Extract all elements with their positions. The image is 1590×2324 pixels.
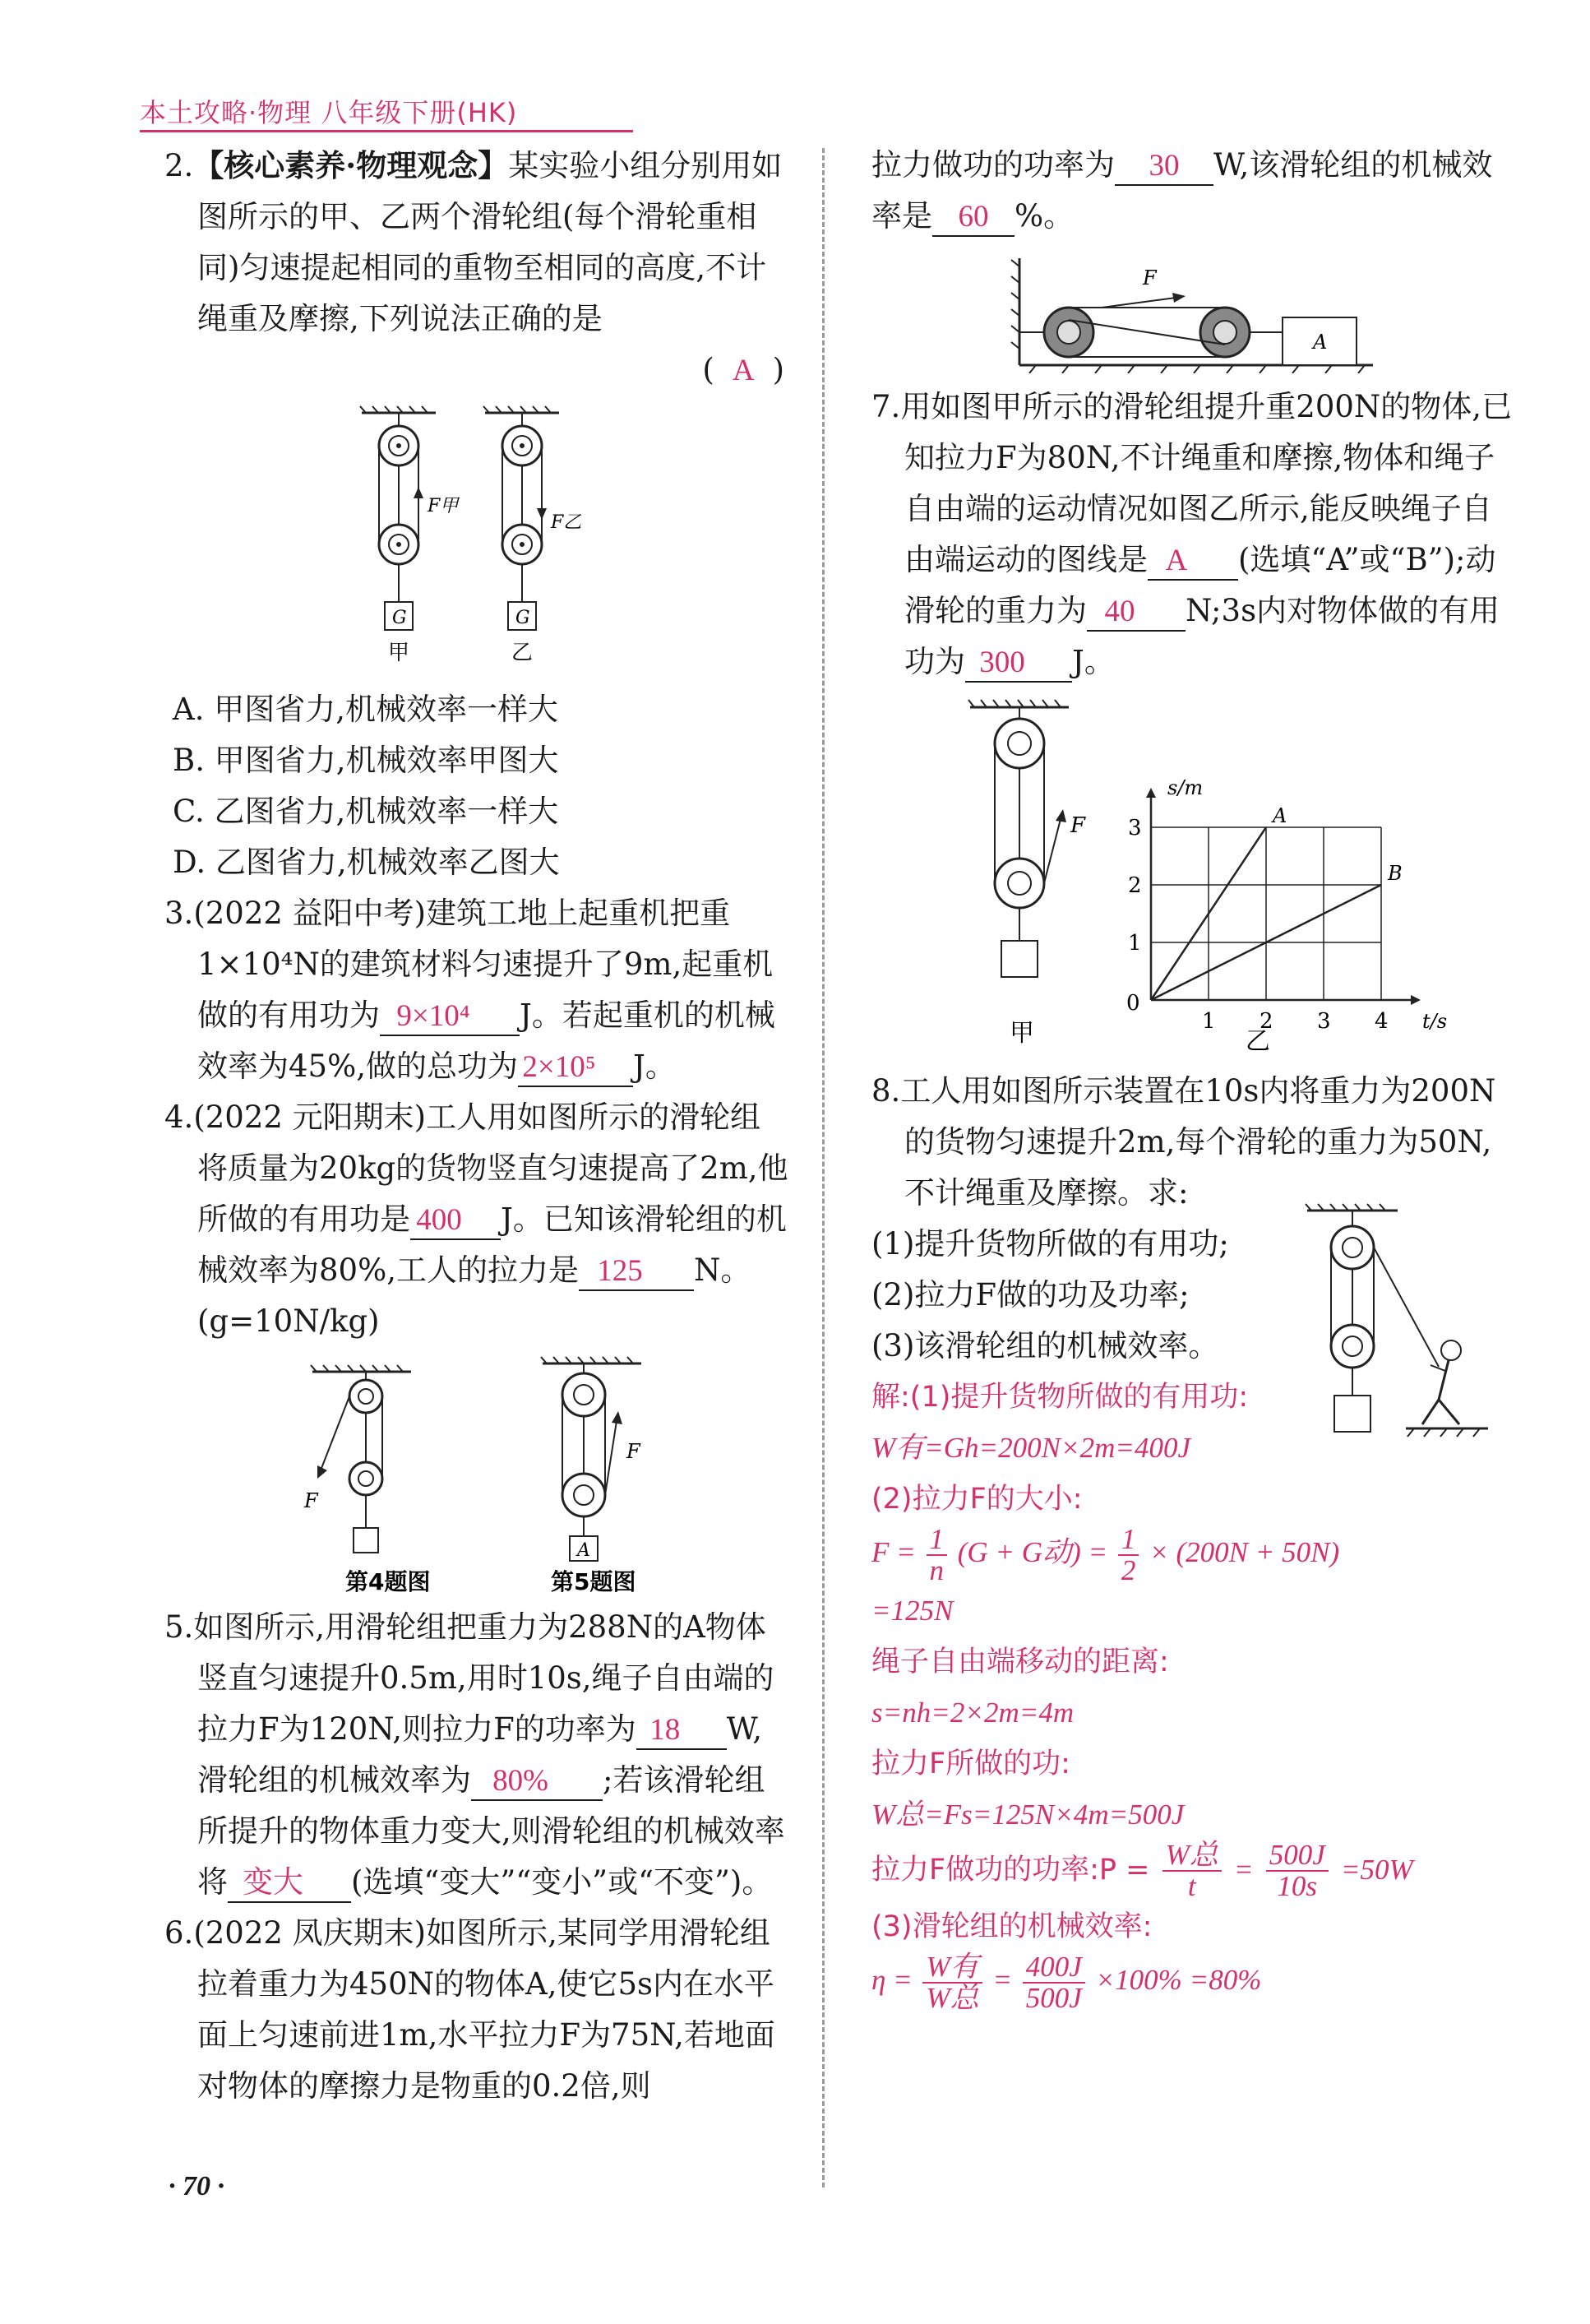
sol-3-frac-2 — [1023, 1952, 1085, 2013]
q6-text-1: 如图所示,某同学用滑轮组拉着重力为450N的物体A,使它5s内在水平面上匀速前进1m,水平拉力F为75N,若地面对物体的摩擦力是物重的0.2倍,则 — [197, 1915, 775, 2104]
q2-text: 某实验小组分别用如图所示的甲、乙两个滑轮组(每个滑轮重相同)匀速提起相同的重物至相同的高度,不计绳重及摩擦,下列说法正确的是 — [197, 148, 783, 336]
sol-2-distance-title: 绳子自由端移动的距离: — [871, 1646, 1169, 1678]
sol-2-frac-2-den: 2 — [1121, 1554, 1136, 1586]
sol-2-f-left: F = — [871, 1536, 916, 1569]
q3-answer-2: 2×10⁵ — [518, 1049, 633, 1087]
y-axis-label: s/m — [1167, 776, 1204, 799]
q2-f-left-label: F甲 — [428, 496, 459, 516]
sol-2-power-eq-sign: = — [1233, 1854, 1254, 1886]
q2-answer-bracket: ( A ) — [702, 352, 784, 387]
q6-f-label: F — [1143, 266, 1157, 289]
q6-answer-1: 30 — [1115, 148, 1213, 186]
sol-2-power-title: 拉力F做功的功率:P = — [871, 1854, 1150, 1887]
q2-weight-left: G — [392, 608, 407, 628]
question-4 — [164, 1092, 789, 1347]
q4-answer-2: 125 — [579, 1253, 694, 1291]
sol-2-power-result: =50W — [1340, 1854, 1413, 1886]
x-tick-label: 2 — [1260, 1009, 1273, 1034]
q8-sub-2: (2)拉力F做的功及功率; — [871, 1277, 1190, 1312]
sol-2-frac-2 — [1118, 1525, 1139, 1586]
q2-answer: A — [732, 354, 755, 387]
sol-2-f-result: =125N — [871, 1595, 954, 1627]
q5-text-2: W,滑轮组的机械效率为 — [197, 1711, 763, 1798]
q4-answer-1: 400 — [410, 1202, 501, 1240]
q6-source: (2022 凤庆期末) — [193, 1915, 427, 1951]
q7-number: 7. — [871, 389, 901, 424]
q3-text-1: 建筑工地上起重机把重 — [426, 896, 731, 931]
q2-option-c: C. 乙图省力,机械效率一样大 — [173, 794, 559, 829]
sol-2-power-num-2: 500J — [1266, 1840, 1329, 1872]
q8-text: 工人用如图所示装置在10s内将重力为200N的货物匀速提升2m,每个滑轮的重力为50N,不计绳重及摩擦。求: — [900, 1073, 1496, 1211]
q8-sub-1: (1)提升货物所做的有用功; — [871, 1226, 1229, 1262]
q2-label-right: 乙 — [511, 641, 534, 665]
sol-2-work-title: 拉力F所做的功: — [871, 1748, 1070, 1780]
sol-2-power-frac-1 — [1162, 1840, 1222, 1901]
question-8 — [871, 1066, 1513, 2013]
fig5-f-label: F — [626, 1440, 640, 1463]
q5-answer-2: 80% — [471, 1763, 603, 1801]
q7-text-2: (选填“A”或“B”);动滑轮的重力为 — [904, 542, 1496, 628]
question-6-part-2 — [871, 140, 1513, 373]
question-5 — [164, 1602, 789, 1908]
sol-3-title: (3)滑轮组的机械效率: — [871, 1910, 1153, 1943]
sol-3-den: W总 — [926, 1982, 979, 2014]
sol-3-frac-1 — [922, 1952, 982, 2013]
q8-subquestions — [871, 1219, 1513, 1372]
q3-text-2: 1×10⁴N的建筑材料匀速提升了9m,起重机做的有用功为 — [197, 947, 774, 1033]
sol-2-power-den-2: 10s — [1277, 1870, 1318, 1902]
fig5-caption: 第5题图 — [551, 1568, 636, 1594]
q7-answer-1: A — [1148, 543, 1238, 581]
q8-solution — [871, 1372, 1513, 2013]
sol-3-den-2: 500J — [1025, 1982, 1082, 2014]
fig5-a-label: A — [577, 1540, 590, 1561]
sol-2-frac-1-den: n — [929, 1554, 944, 1586]
sol-2-power-den: t — [1187, 1870, 1196, 1902]
sol-2-title: (2)拉力F的大小: — [871, 1483, 1083, 1516]
sol-3-eq-sign: = — [992, 1964, 1013, 1997]
x-tick-label: 4 — [1375, 1009, 1389, 1034]
q7-text-3: N;3s内对物体做的有用功为 — [904, 593, 1500, 679]
x-tick-label: 0 — [1126, 991, 1140, 1016]
q2-number: 2. — [164, 148, 194, 183]
q7-label-left: 甲 — [1010, 1019, 1034, 1048]
q6-answer-2: 60 — [932, 199, 1015, 237]
q2-pulley-figure — [345, 405, 608, 676]
q5-text-3: ;若该滑轮组所提升的物体重力变大,则滑轮组的机械效率将 — [197, 1762, 785, 1900]
x-tick-label: 1 — [1202, 1009, 1216, 1034]
q5-text-4: (选填“变大”“变小”或“不变”)。 — [351, 1864, 773, 1900]
sol-1-title: 解:(1)提升货物所做的有用功: — [871, 1381, 1249, 1414]
x-tick-label: 3 — [1317, 1009, 1331, 1034]
q3-source: (2022 益阳中考) — [193, 896, 427, 931]
y-axis-arrow — [1146, 788, 1156, 798]
q7-label-right: 乙 — [1246, 1027, 1270, 1056]
series-label-B: B — [1388, 862, 1403, 885]
q6-a-label: A — [1313, 331, 1328, 354]
sol-3-eta: η = — [871, 1964, 913, 1997]
q2-tag: 【核心素养·物理观念】 — [193, 147, 509, 183]
sol-2-distance-equation: s=nh=2×2m=4m — [871, 1697, 1075, 1729]
q2-option-d: D. 乙图省力,机械效率乙图大 — [173, 845, 560, 880]
q6-number: 6. — [164, 1915, 194, 1951]
q6-text-3: W,该滑轮组的机械效率是 — [871, 147, 1493, 234]
q7-chart — [1126, 776, 1447, 1034]
q3-answer-1: 9×10⁴ — [380, 998, 520, 1036]
page-number: · 70 · — [169, 2171, 224, 2201]
sol-3-num: W有 — [922, 1952, 982, 1984]
sol-2-power-equation — [871, 1840, 1513, 1901]
q4-source: (2022 元阳期末) — [193, 1100, 427, 1135]
q7-answer-2: 40 — [1087, 594, 1186, 632]
q4-text-2: J。已知该滑轮组的机械效率为80%,工人的拉力是 — [197, 1201, 787, 1288]
sol-2-frac-2-num: 1 — [1118, 1525, 1139, 1556]
q5-number: 5. — [164, 1609, 194, 1645]
sol-2-work-equation: W总=Fs=125N×4m=500J — [871, 1799, 1185, 1831]
column-divider — [822, 148, 825, 2187]
x-axis-label: t/s — [1422, 1010, 1447, 1033]
sol-2-frac-1 — [927, 1525, 948, 1586]
q3-text-3: J。若起重机的机械效率为45%,做的总功为 — [197, 998, 775, 1084]
q4-text-1: 工人用如图所示的滑轮组将质量为20kg的货物竖直匀速提高了2m,他所做的有用功是 — [197, 1100, 788, 1237]
sol-3-efficiency-equation — [871, 1952, 1513, 2013]
y-tick-label: 1 — [1128, 931, 1142, 956]
sol-2-power-frac-2 — [1266, 1840, 1329, 1901]
q5-answer-3: 变大 — [228, 1865, 351, 1903]
q6-text-2: 拉力做功的功率为 — [871, 147, 1115, 183]
sol-3-result: ×100% =80% — [1095, 1964, 1262, 1997]
q5-answer-1: 18 — [636, 1712, 727, 1750]
q8-number: 8. — [871, 1073, 901, 1109]
q5-text-1: 如图所示,用滑轮组把重力为288N的A物体竖直匀速提升0.5m,用时10s,绳子自由端的拉力F为120N,则拉力F的功率为 — [193, 1609, 774, 1747]
header-underline — [140, 130, 633, 132]
fig4-caption: 第4题图 — [345, 1568, 431, 1594]
series-label-A: A — [1273, 804, 1287, 827]
q8-figure — [1299, 1202, 1496, 1465]
sol-2-power-num: W总 — [1162, 1840, 1222, 1872]
q7-text-1: 用如图甲所示的滑轮组提升重200N的物体,已知拉力F为80N,不计绳重和摩擦,物体和绳子自由端的运动情况如图乙所示,能反映绳子自由端运动的图线是 — [900, 389, 1513, 577]
sol-3-num-2: 400J — [1023, 1952, 1085, 1984]
question-6-part-1 — [164, 1908, 789, 2112]
q7-answer-3: 300 — [965, 645, 1072, 683]
q8-sub-3: (3)该滑轮组的机械效率。 — [871, 1328, 1219, 1363]
y-tick-label: 2 — [1128, 873, 1142, 898]
q4-text-3: N。(g=10N/kg) — [197, 1252, 751, 1339]
left-column — [164, 140, 789, 2112]
q6-figure — [1003, 250, 1381, 373]
sol-2-f-mid: (G + G动) = — [957, 1536, 1108, 1569]
q7-text-4: J。 — [1072, 644, 1115, 679]
figures-4-5 — [222, 1355, 732, 1594]
q3-text-4: J。 — [633, 1049, 676, 1084]
x-axis-arrow — [1411, 995, 1421, 1005]
q6-text-4: %。 — [1015, 198, 1075, 234]
sol-2-frac-1-num: 1 — [927, 1525, 948, 1556]
q2-label-left: 甲 — [388, 641, 410, 665]
q2-weight-right: G — [515, 608, 530, 628]
page-header: 本土攻略·物理 八年级下册(HK) — [140, 97, 518, 128]
question-7 — [871, 382, 1513, 1058]
q7-f-label: F — [1070, 813, 1086, 838]
q4-number: 4. — [164, 1100, 194, 1135]
sol-2-f-right: × (200N + 50N) — [1149, 1536, 1340, 1569]
right-column — [871, 140, 1513, 2013]
sol-1-equation: W有=Gh=200N×2m=400J — [871, 1432, 1191, 1464]
q2-option-b: B. 甲图省力,机械效率甲图大 — [173, 743, 559, 778]
question-3 — [164, 888, 789, 1092]
q2-f-right-label: F乙 — [551, 512, 582, 533]
fig4-f-label: F — [304, 1489, 318, 1512]
sol-2-force-equation — [871, 1525, 1513, 1586]
q3-number: 3. — [164, 896, 194, 931]
question-2 — [164, 140, 789, 888]
y-tick-label: 3 — [1128, 816, 1142, 840]
q7-figure — [937, 696, 1447, 1058]
q2-option-a: A. 甲图省力,机械效率一样大 — [173, 692, 559, 727]
